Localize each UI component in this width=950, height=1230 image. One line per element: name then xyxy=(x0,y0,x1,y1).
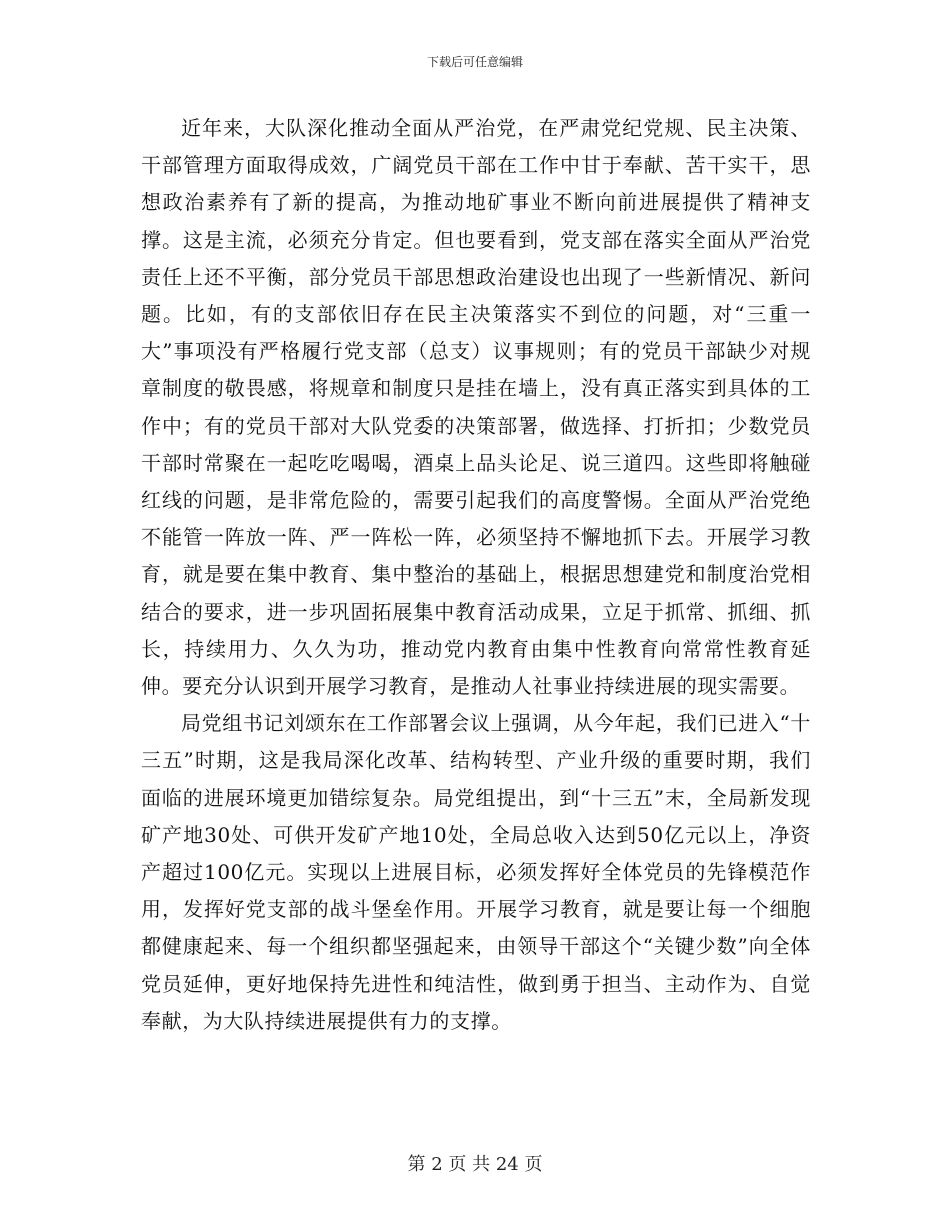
body-paragraph: 局党组书记刘颂东在工作部署会议上强调，从今年起，我们已进入“十三五”时期，这是我局深化改革、结构转型、产业升级的重要时期，我们面临的进展环境更加错综复杂。局党组提出，到“十三五”末，全局新发现矿产地30处、可供开发矿产地10处，全局总收入达到50亿元以上，净资产超过100亿元。实现以上进展目标，必须发挥好全体党员的先锋模范作用，发挥好党支部的战斗堡垒作用。开展学习教育，就是要让每一个细胞都健康起来、每一个组织都坚强起来，由领导干部这个“关键少数”向全体党员延伸，更好地保持先进性和纯洁性，做到勇于担当、主动作为、自觉奉献，为大队持续进展提供有力的支撑。 xyxy=(141,711,811,1033)
document-body xyxy=(141,110,811,1040)
page-number-footer: 第 2 页 共 24 页 xyxy=(407,1154,543,1175)
body-paragraph: 近年来，大队深化推动全面从严治党，在严肃党纪党规、民主决策、干部管理方面取得成效，广阔党员干部在工作中甘于奉献、苦干实干，思想政治素养有了新的提高，为推动地矿事业不断向前进展提供了精神支撑。这是主流，必须充分肯定。但也要看到，党支部在落实全面从严治党责任上还不平衡，部分党员干部思想政治建设也出现了一些新情况、新问题。比如，有的支部依旧存在民主决策落实不到位的问题，对“三重一大”事项没有严格履行党支部（总支）议事规则；有的党员干部缺少对规章制度的敬畏感，将规章和制度只是挂在墙上，没有真正落实到具体的工作中；有的党员干部对大队党委的决策部署，做选择、打折扣；少数党员干部时常聚在一起吃吃喝喝，酒桌上品头论足、说三道四。这些即将触碰红线的问题，是非常危险的，需要引起我们的高度警惕。全面从严治党绝不能管一阵放一阵、严一阵松一阵，必须坚持不懈地抓下去。开展学习教育，就是要在集中教育、集中整治的基础上，根据思想建党和制度治党相结合的要求，进一步巩固拓展集中教育活动成果，立足于抓常、抓细、抓长，持续用力、久久为功，推动党内教育由集中性教育向常常性教育延伸。要充分认识到开展学习教育，是推动人社事业持续进展的现实需要。 xyxy=(141,116,811,699)
page-header: 下载后可任意编辑 xyxy=(426,55,523,69)
